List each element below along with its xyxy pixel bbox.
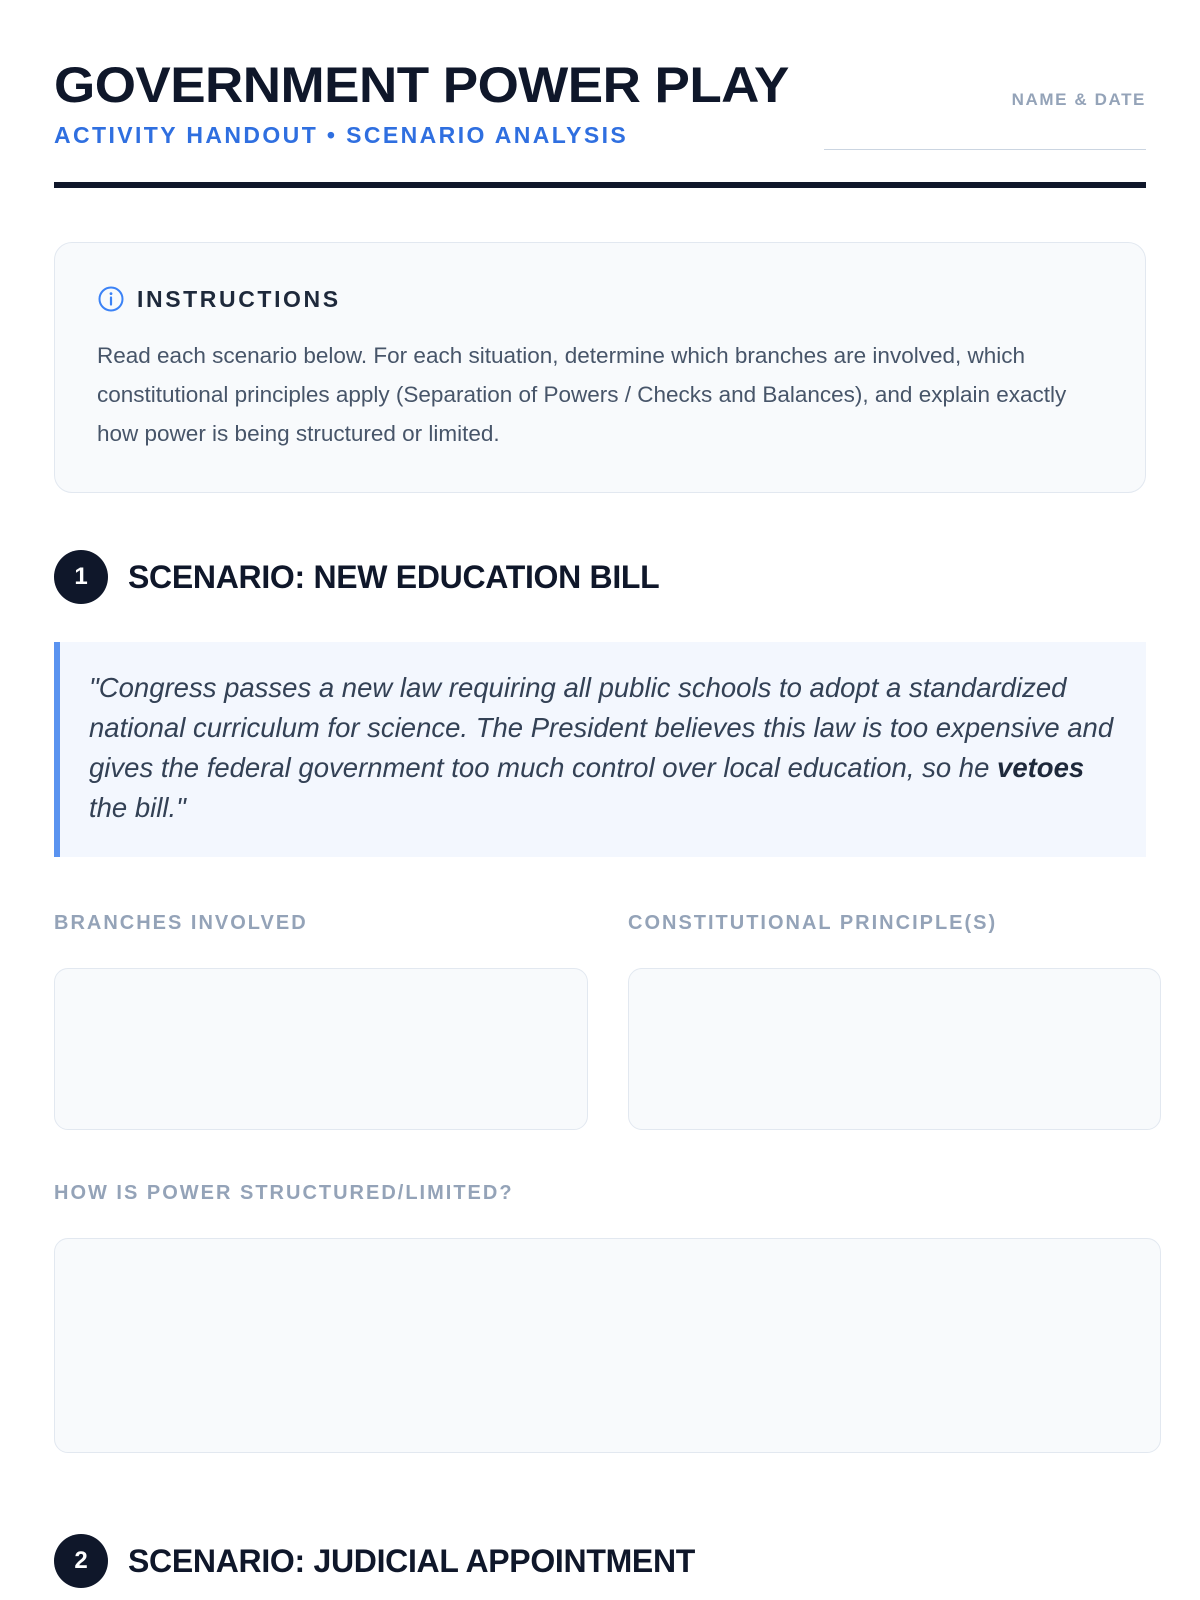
instructions-header xyxy=(97,283,1103,315)
scenario-1-quote xyxy=(54,642,1146,857)
branches-answer-box[interactable] xyxy=(54,968,588,1130)
scenario-number-badge: 2 xyxy=(54,1534,108,1588)
page-header xyxy=(54,52,1146,188)
branches-label: BRANCHES INVOLVED xyxy=(54,912,308,934)
scenario-1-header xyxy=(54,550,659,604)
quote-text: "Congress passes a new law requiring all public schools to adopt a standardized national curriculum for science. The President believes this law is too expensive and gives the federal government too much control over local education, so he xyxy=(89,672,1114,783)
name-date-label: NAME & DATE xyxy=(1011,90,1146,109)
scenario-title: SCENARIO: JUDICIAL APPOINTMENT xyxy=(128,1542,696,1579)
scenario-title: SCENARIO: NEW EDUCATION BILL xyxy=(128,558,660,595)
power-answer-box[interactable] xyxy=(54,1238,1161,1453)
quote-text-end: the bill." xyxy=(89,792,186,823)
principles-answer-box[interactable] xyxy=(628,968,1161,1130)
page-title: GOVERNMENT POWER PLAY xyxy=(54,57,789,113)
name-date-field[interactable] xyxy=(824,90,1146,150)
instructions-box xyxy=(54,242,1146,493)
info-icon xyxy=(97,285,125,313)
power-label: HOW IS POWER STRUCTURED/LIMITED? xyxy=(54,1182,514,1204)
instructions-text: Read each scenario below. For each situation, determine which branches are involved, which constitutional principles apply (Separation of Powers / Checks and Balances), and explain exactly how power is being structured or limited. xyxy=(97,343,1067,446)
scenario-2-header xyxy=(54,1534,695,1588)
instructions-heading: INSTRUCTIONS xyxy=(137,285,341,312)
page-subtitle: ACTIVITY HANDOUT • SCENARIO ANALYSIS xyxy=(54,122,629,148)
quote-emphasis: vetoes xyxy=(997,752,1085,783)
principles-label: CONSTITUTIONAL PRINCIPLE(S) xyxy=(628,912,998,934)
scenario-number-badge: 1 xyxy=(54,550,108,604)
